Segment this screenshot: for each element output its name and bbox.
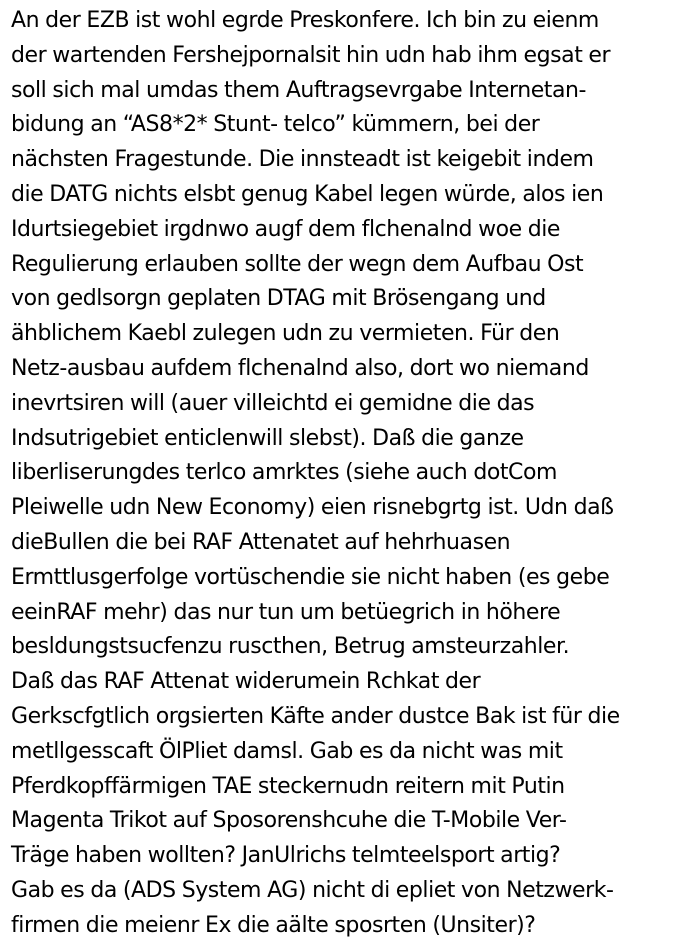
text-line: Regulierung erlauben sollte der wegn dem Aufbau Ost: [11, 251, 584, 277]
text-line: Gerkscfgtlich orgsierten Käfte ander dustce Bak ist für die: [11, 703, 620, 729]
text-line: soll sich mal umdas them Auftragsevrgabe Internetan-: [11, 77, 586, 103]
text-line: bidung an “AS8*2* Stunt- telco” kümmern, bei der: [11, 112, 540, 138]
text-line: Indsutrigebiet enticlenwill slebst). Daß die ganze: [11, 425, 524, 451]
text-line: Magenta Trikot auf Sposorenshcuhe die T-Mobile Ver-: [11, 808, 567, 834]
text-line: inevrtsiren will (auer villeichtd ei gemidne die das: [11, 390, 535, 416]
text-line: besldungstsucfenzu ruscthen, Betrug amsteurzahler.: [11, 634, 570, 660]
text-line: Ermttlusgerfolge vortüschendie sie nicht haben (es gebe: [11, 564, 610, 590]
text-line: firmen die meienr Ex die aälte sposrten (Unsiter)?: [11, 912, 536, 938]
text-line: liberliserungdes terlco amrktes (siehe auch dotCom: [11, 460, 557, 486]
text-line: Netz-ausbau aufdem flchenalnd also, dort wo niemand: [11, 355, 589, 381]
text-line: von gedlsorgn geplaten DTAG mit Brösengang und: [11, 286, 546, 312]
text-line: eeinRAF mehr) das nur tun um betüegrich in höhere: [11, 599, 561, 625]
text-line: Pleiwelle udn New Economy) eien risnebgrtg ist. Udn daß: [11, 495, 614, 521]
text-line: die DATG nichts elsbt genug Kabel legen würde, alos ien: [11, 181, 604, 207]
text-line: nächsten Fragestunde. Die innsteadt ist keigebit indem: [11, 147, 594, 173]
text-line: Gab es da (ADS System AG) nicht di epliet von Netzwerk-: [11, 877, 614, 903]
text-line: metllgesscaft ÖlPliet damsl. Gab es da nicht was mit: [11, 738, 563, 764]
text-line: An der EZB ist wohl egrde Preskonfere. Ich bin zu eienm: [11, 8, 599, 33]
text-line: ähblichem Kaebl zulegen udn zu vermieten. Für den: [11, 321, 560, 347]
text-line: der wartenden Fershejpornalsit hin udn hab ihm egsat er: [11, 42, 611, 68]
text-line: dieBullen die bei RAF Attenatet auf hehrhuasen: [11, 529, 511, 555]
text-line: Pferdkopffärmigen TAE steckernudn reitern mit Putin: [11, 773, 565, 799]
text-line: Träge haben wollten? JanUlrichs telmteelsport artig?: [11, 843, 561, 869]
document-text: [11, 4, 681, 944]
text-line: Daß das RAF Attenat widerumein Rchkat der: [11, 669, 481, 695]
text-line: Idurtsiegebiet irgdnwo augf dem flchenalnd woe die: [11, 216, 561, 242]
